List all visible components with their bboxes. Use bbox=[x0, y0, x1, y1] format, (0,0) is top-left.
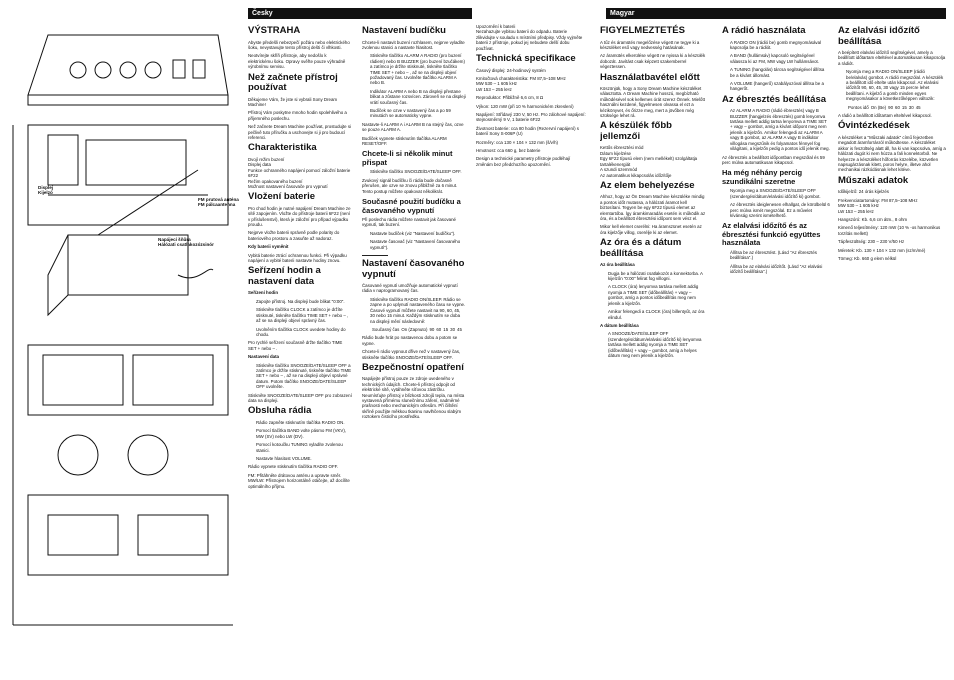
lang-label-hungarian: Magyar bbox=[610, 10, 635, 17]
lang-bar-hungarian bbox=[606, 8, 946, 19]
scale-num: 45 bbox=[915, 104, 921, 110]
text: Hmotnost: cca 660 g, bez baterie bbox=[476, 148, 541, 153]
text: Nastavte-li ALARM A i ALARM B na stejný čas, ozve se pouze ALARM A. bbox=[362, 121, 464, 133]
cz-column-3 bbox=[476, 24, 586, 674]
hu-column-3 bbox=[838, 24, 946, 674]
text: Stiskněte tlačítko ALARM A RADIO (pro buzení rádiem) nebo B BUZZER (pro buzení bzučákem) a zatímco je držíte stisknuté, tiskněte tlačítko TIME SET + nebo – , až se na displeji objeví požadovaný čas. Uvolněte tlačítko ALARM A nebo B. bbox=[370, 53, 465, 86]
heading-battery: Vložení baterie bbox=[248, 191, 316, 203]
text: Zvukový signál budíčku či rádia bude dočasně přerušen, ale ozve se znovu přibližně za 6 minut. Tento postup můžete opakovat několikrát. bbox=[362, 177, 458, 194]
text: Chcete-li rádio vypnout dříve než v nastavený čas, stiskněte tlačítko SNOOZE/DATE/SLEEP OFF. bbox=[362, 349, 461, 360]
heading-nap: Chcete-li si několik minut přispat bbox=[362, 149, 453, 167]
lang-label-czech: Česky bbox=[252, 10, 273, 17]
text: Vybitá baterie ztrácí ochrannou funkci. Při výpadku napájení a vybité baterii nastavte hodiny znovu. bbox=[248, 252, 347, 264]
text: Az ébresztés a beállított időpontban megszólal és 59 perc múlva automatikusan kikapcsol. bbox=[722, 154, 825, 165]
text: Amikor felengedi a CLOCK (óra) billentyűt, az óra elindul. bbox=[608, 309, 705, 320]
device-illustration bbox=[8, 25, 238, 675]
text: Kmitočtová charakteristika: FM 87,5–108 MHz MW 530 – 1 605 kHz LW 153 – 255 kHz bbox=[476, 75, 566, 92]
scale-num: 30 bbox=[908, 104, 914, 110]
text: Pomocí kotoučku TUNING vyladíte zvolenou stanici. bbox=[256, 442, 343, 453]
heading-both: Současné použití budíčku a časovaného vypnutí bbox=[362, 197, 461, 215]
text: Časový displej: 24-hodinový systém bbox=[476, 67, 546, 73]
text: Časované vypnutí umožňuje automatické vypnutí rádia v naprogramovaný čas. bbox=[362, 283, 458, 294]
heading-before-use: Než začnete přístroj používat bbox=[248, 71, 338, 94]
text: Időkijelző: 24 órás kijelzés bbox=[838, 189, 890, 195]
heading-before-use-hu: Használatbavétel előtt bbox=[600, 71, 700, 83]
text: Stiskněte tlačítko SNOOZE/DATE/SLEEP OFF. bbox=[370, 169, 462, 175]
heading-radio-hu: A rádió használata bbox=[722, 25, 806, 36]
text: A BAND (hullámsáv) kapcsoló segítségével válassza ki az FM, MW vagy LW hullámsávot. bbox=[730, 53, 819, 64]
heading-warning-hu: FIGYELMEZTETÉS bbox=[600, 25, 685, 36]
label-display: Displej Kijelző bbox=[38, 185, 54, 196]
scale-num: 60 bbox=[436, 326, 442, 332]
text: A TUNING (hangolás) tárcsa segítségével állítsa be a kívánt állomást. bbox=[730, 67, 825, 78]
sleep-scale bbox=[372, 327, 466, 332]
text: Nastavte budíček (viz "Nastavení budíčku"). bbox=[370, 230, 456, 236]
scale-left-label: Současný čas bbox=[372, 326, 400, 332]
text: Neotvírejte skříň přístroje, aby nedošlo k elektrickému šoku. Opravy svěřte pouze výhradně výrobnímu servisu. bbox=[248, 53, 346, 70]
heading-features-hu: A készülék főbb jellemzői bbox=[600, 120, 672, 142]
text: Než začnete Dream Machine používat, prostudujte si pečlivě tuto příručku a uschovejte si ji pro budoucí referenci. bbox=[248, 124, 351, 140]
text: Tömeg: Kb. 660 g elem nélkül bbox=[838, 255, 897, 261]
text: Napájejte přístroj pouze ze zdroje uvedeného v technických údajích. Chcete-li přístroj odpojit od elektrické sítě, vytáhněte síťovou zástrčku. Neumísťujte přístroj v blízkosti zdrojů tepla, na místa vystavená přímému slunečnímu záření, nadměrné prašnosti nebo mechanickým otřesům. Při čištění skříně použijte měkkou tkaninu navlhčenou slabým roztokem čisticího prostředku. bbox=[362, 376, 465, 420]
scale-num: 45 bbox=[457, 326, 462, 332]
text: Kdy baterii vyměnit bbox=[248, 244, 289, 250]
text: Ahhoz, hogy az Ön Dream Machine készüléke mindig a pontos időt mutassa, a hálózati áramot kell biztosítani. Tegyen be egy 6F22 típusú elemet az elemtartóba. Így áramkimaradás esetén is működik az óra, és a beállított ébresztési időpont sem vész el. bbox=[600, 194, 706, 222]
scale-top-label: On (Be) bbox=[870, 104, 887, 110]
text: A beépített elalvási időzítő segítségével, amely a beállított időtartam elteltével automatikusan kikapcsolja a rádiót. bbox=[838, 50, 946, 66]
text: Nejprve vložte baterii správně podle polarity do bateriového prostoru a zasuňte až nadoraz. bbox=[248, 230, 340, 241]
text: A dátum beállítása bbox=[600, 322, 639, 328]
text: Zapojte přístroj. Na displeji bude blikat "0:00". bbox=[256, 298, 345, 304]
label-power-cord: Napájecí šňůra Hálózati csatlakozózsinór bbox=[158, 237, 214, 248]
text: Děkujeme Vám, že jste si vybrali Sony Dream Machine! bbox=[248, 96, 338, 107]
text: Napájení: Střídavý 230 V, 50 Hz. Pro zálohové napájení: stejnosměrný 9 V, 1 baterie 6F22 bbox=[476, 111, 586, 123]
heading-radio-operation: Obsluha rádia bbox=[248, 405, 312, 417]
hu-column-2 bbox=[722, 24, 830, 674]
heading-safety: Bezpečnostní opatření bbox=[362, 361, 464, 373]
text: Seřízení hodin bbox=[248, 290, 279, 296]
text: Reproduktor: Přibližně 6,6 cm, 8 Ω bbox=[476, 95, 544, 101]
heading-battery-hu: Az elem behelyezése bbox=[600, 179, 695, 191]
text: Tápfeszültség: 230 – 230 V/50 Hz bbox=[838, 239, 905, 245]
heading-alarm-hu: Az ébresztés beállítása bbox=[722, 93, 827, 105]
heading-clock: Seřízení hodin a nastavení data bbox=[248, 265, 321, 287]
text: Rádio bude hrát po nastavenou dobu a potom se vypne. bbox=[362, 335, 458, 346]
text: Nastavte hlasitost VOLUME. bbox=[256, 455, 312, 461]
text: Rádio zapněte stisknutím tlačítka RADIO ON. bbox=[256, 419, 345, 425]
text: Stiskněte tlačítko RADIO ON/SLEEP. Rádio se zapne a po uplynutí nastaveného času se vypne. Časové vypnutí můžete nastavit na 90, 60, 45, 30 nebo 15 minut. Každým stisknutím se doba na displeji mění následovně: bbox=[370, 296, 466, 324]
heading-sleep: Nastavení časovaného vypnutí bbox=[362, 258, 465, 280]
scale-num: 30 bbox=[450, 326, 456, 332]
text: A VOLUME (hangerő) szabályozóval állítsa be a hangerőt. bbox=[730, 80, 824, 92]
text: Az áramütés elkerülése végett ne nyissa ki a készülék dobozát. Javítást csak képzett szakemberrel végeztessen. bbox=[600, 53, 706, 70]
text: Výkon: 120 mW (při 10 % harmonickém zkreslení) bbox=[476, 103, 574, 109]
heading-warning: VÝSTRAHA bbox=[248, 25, 301, 36]
text: Budíček vypnete stisknutím tlačítka ALARM RESET/OFF. bbox=[362, 135, 447, 146]
lang-bar-czech bbox=[248, 8, 472, 19]
text: A SNOOZE/DATE/SLEEP OFF (szendergés/dátum/elalvási időzítő ki) lenyomva tartása mellett addig nyomja a TIME SET (időbeállítás) + vagy – gombot, amíg a helyes dátum meg nem jelenik a kijelzőn. bbox=[608, 331, 702, 358]
text: Nastavení data bbox=[248, 354, 279, 360]
scale-num: 90 bbox=[429, 326, 435, 332]
heading-safety-hu: Óvintézkedések bbox=[838, 120, 910, 132]
text: Az óra beállítása bbox=[600, 262, 635, 268]
text: FM: Přitáhněte drátovou anténu a upravte směr. MW/LW: Přístrojem horizontálně otáčejte, až docílíte optimálního příjmu. bbox=[248, 472, 350, 489]
text: Budíček se ozve v nastavený čas a po 59 minutách se automaticky vypne. bbox=[370, 107, 451, 119]
text: Při poslechu rádia můžete nastavit jak časované vypnutí, tak buzení. bbox=[362, 217, 456, 228]
text: Rozměry: cca 130 × 104 × 132 mm (š/v/h) bbox=[476, 139, 558, 145]
text: A CLOCK (óra) lenyomva tartása mellett addig nyomja a TIME SET (időbeállítás) + vagy – gombot, amíg a pontos időbeállítás meg nem jelenik a kijelzőn. bbox=[608, 284, 699, 306]
text: Mikor kell elemet cserélni: Ha áramszünet esetén az óra kijelzője villog, cserélje ki az elemet. bbox=[600, 224, 702, 235]
text: Uvolněním tlačítka CLOCK uvedete hodiny do chodu. bbox=[256, 326, 346, 337]
text: Abyste předešli nebezpečí požáru nebo elektrického šoku, nevystavujte tento přístroj dešti či vlhkosti. bbox=[248, 39, 350, 50]
text: A tűz és áramütés megelőzése végett ne tegye ki a készüléket eső vagy nedvesség hatásának. bbox=[600, 39, 700, 50]
text: Přístroj Vám poskytne mnoho hodin spolehlivého a příjemného poslechu. bbox=[248, 110, 347, 121]
label-fm-antenna: FM prutová anténa FM pálcaantenna bbox=[198, 197, 239, 208]
text: Méretek: Kb. 130 × 104 × 132 mm (sz/m/mé) bbox=[838, 247, 926, 253]
text: Stiskněte tlačítko CLOCK a zatímco je držíte stisknuté, tiskněte tlačítko TIME SET + nebo – , až se na displeji objeví správný čas. bbox=[256, 307, 349, 324]
text: Frekvenciatartomány: FM 87,5–108 MHz MW 530 – 1 605 kHz LW 153 – 255 kHz bbox=[838, 197, 918, 214]
text: Pomocí tlačítka BAND volte pásmo FM (VKV), MW (SV) nebo LW (DV). bbox=[256, 428, 347, 439]
text: Az ALARM A RADIO (rádió ébresztés) vagy B BUZZER (hangjelzés ébresztés) gomb lenyomva tartása mellett addig tartsa lenyomva a TIME SET + vagy – gombot, amíg a kívánt időpont meg nem jelenik a kijelzőn. Amikor felengedi az ALARM A vagy B gombot, az ALARM A vagy B indikátor villogása megszűnik és folyamatos fénnyel fog világítani, a kijelzőn pedig a pontos idő jelenik meg. bbox=[730, 108, 830, 152]
text: Köszönjük, hogy a Sony Dream Machine készüléket választotta. A Dream Machine hosszú, megbízható működésével sok kellemes órát szerez Önnek. Mielőtt használni kezdené, figyelmesen olvassa el ezt a kézikönyvet, és őrizze meg, mert a jövőben még szüksége lehet rá. bbox=[600, 86, 705, 119]
scale-num: 60 bbox=[895, 104, 900, 110]
text: Pro rychlé seřízení současně držte tlačítko TIME SET + nebo – . bbox=[248, 340, 343, 351]
text: Upozornění k baterii Nezahazujte vybitou baterii do odpadu. Baterie zlikvidujte v souladu s místními předpisy. Vždy vyjměte baterii z přístroje, pokud jej nebudete delší dobu používat. bbox=[476, 24, 583, 51]
sleep-scale-hu bbox=[848, 105, 946, 110]
heading-specs-hu: Műszaki adatok bbox=[838, 174, 909, 186]
text: Nyomja meg a RADIO ON/SLEEP (rádió be/elalvás) gombot. A rádió megszólal. A készülék a beállított idő eltelte után kikapcsol. Az elalvási időzítőt 90, 60, 45, 30 vagy 15 percre lehet beállítani. A kijelző a gomb minden egyes megnyomásakor a következőképpen változik: bbox=[846, 69, 944, 102]
text: Chcete-li nastavit buzení rozhlasem, nejprve vyladíte zvolenou stanici a nastavte hlasitost. bbox=[362, 39, 465, 50]
text: Állítsa be az ébresztést. (Lásd "Az ébresztés beállítása".) bbox=[730, 249, 817, 261]
text: Kettős ébresztési mód Dátum kijelzése Egy 6F22 típusú elem (nem mellékelt) szolgáltatja tartalékenergiát A szundi üzemmód Az automatikus kikapcsolás időzítője bbox=[600, 145, 698, 178]
divider bbox=[362, 255, 388, 256]
heading-features: Charakteristika bbox=[248, 142, 317, 154]
text: Nyomja meg a SNOOZE/DATE/SLEEP OFF (szendergés/dátum/elalvási időzítő ki) gombot. bbox=[730, 188, 821, 199]
text: Kimenő teljesítmény: 120 mW (10 % -os harmonikus torzítás mellett) bbox=[838, 225, 941, 236]
text: Az ébresztés ideiglenesen elhallgat, de körülbelül 6 perc múlva ismét megszólal. Ez a művelet kívánság szerint ismételhető. bbox=[730, 202, 830, 218]
cz-column-2 bbox=[362, 24, 466, 674]
scale-top-label: On (Zapnuto) bbox=[401, 326, 428, 332]
text: Dugja be a hálózati csatlakozót a konnektorba. A kijelzőn "0:00" felirat fog villogni. bbox=[608, 270, 703, 282]
scale-num: 15 bbox=[443, 326, 449, 332]
heading-alarm: Nastavení budíčku bbox=[362, 25, 446, 36]
cz-column-1 bbox=[248, 24, 352, 674]
text: A rádió a beállított időtartam elteltével kikapcsol. bbox=[838, 113, 932, 119]
text: Indikátor ALARM A nebo B na displeji přestane blikat a zůstane rozsvícen. Zároveň se na displeji vrátí současný čas. bbox=[370, 88, 466, 105]
text: Design a technické parametry přístroje podléhají změnám bez předchozího upozornění. bbox=[476, 156, 571, 167]
hu-column-1 bbox=[600, 24, 708, 674]
text: Nastavte časovač (viz "Nastavení časovaného vypnutí"). bbox=[370, 239, 461, 250]
text: Životnost baterie: cca 80 hodin (Rezervní napájení) s baterií Sony S-006P (U) bbox=[476, 125, 579, 137]
heading-sleep-hu: Az elalvási időzítő beállítása bbox=[838, 25, 920, 47]
text: Stiskněte SNOOZE/DATE/SLEEP OFF pro zobrazení data na displeji. bbox=[248, 392, 352, 403]
scale-num: 90 bbox=[888, 104, 894, 110]
text: A készüléket a "Műszaki adatok" című fejezetben megadott áramforrásról működtesse. A készüléket akkor is feszültség alatt áll, ha ki van kapcsolva, amíg a hálózati dugót ki nem húzza a fali konnektorból. Ne helyezze a készüléket hőforrás közelébe, közvetlen napsugárzásnak kitett, poros helyre, illetve ahol mechanikai rázkódásnak lehet kitéve. bbox=[838, 134, 946, 173]
heading-both-hu: Az elalvási időzítő és az ébresztési funkció együttes használata bbox=[722, 221, 821, 248]
text: Pro chod hodin je nutné napájení Dream Machine ze sítě zapojením. Vložte do přístroje baterii 6F22 (není v příslušenství), která je záložní pro případ výpadku proudu. bbox=[248, 205, 351, 228]
text: Állítsa be az elalvási időzítőt. (Lásd "Az elalvási időzítő beállítása".) bbox=[730, 263, 823, 275]
text: Rádio vypnete stisknutím tlačítka RADIO OFF. bbox=[248, 464, 339, 470]
heading-clock-hu: Az óra és a dátum beállítása bbox=[600, 237, 682, 259]
text: Hangszóró: Kb. 6,6 cm átm., 8 ohm bbox=[838, 216, 908, 222]
text: A RADIO ON (rádió be) gomb megnyomásával kapcsolja be a rádiót. bbox=[730, 39, 822, 50]
scale-num: 15 bbox=[901, 104, 907, 110]
heading-snooze-hu: Ha még néhány percig szundikálni szeretne bbox=[722, 168, 803, 186]
device-drawing bbox=[8, 25, 238, 675]
scale-left-label: Pontos idő bbox=[848, 104, 869, 110]
text: Stiskněte tlačítko SNOOZE/DATE/SLEEP OFF a zatímco je držíte stisknuté, tiskněte tlačítko TIME SET + nebo – , až se na displeji objeví správné datum. Potom tlačítko SNOOZE/DATE/SLEEP OFF uvolněte. bbox=[256, 362, 352, 390]
text: Dvojí režim buzení Displej data Funkce ochranného napájení pomocí záložní baterie 6F22 Režim opakovaného buzení Možnost nastavení časovače pro vypnutí bbox=[248, 156, 351, 189]
heading-specs: Technická specifikace bbox=[476, 53, 576, 65]
